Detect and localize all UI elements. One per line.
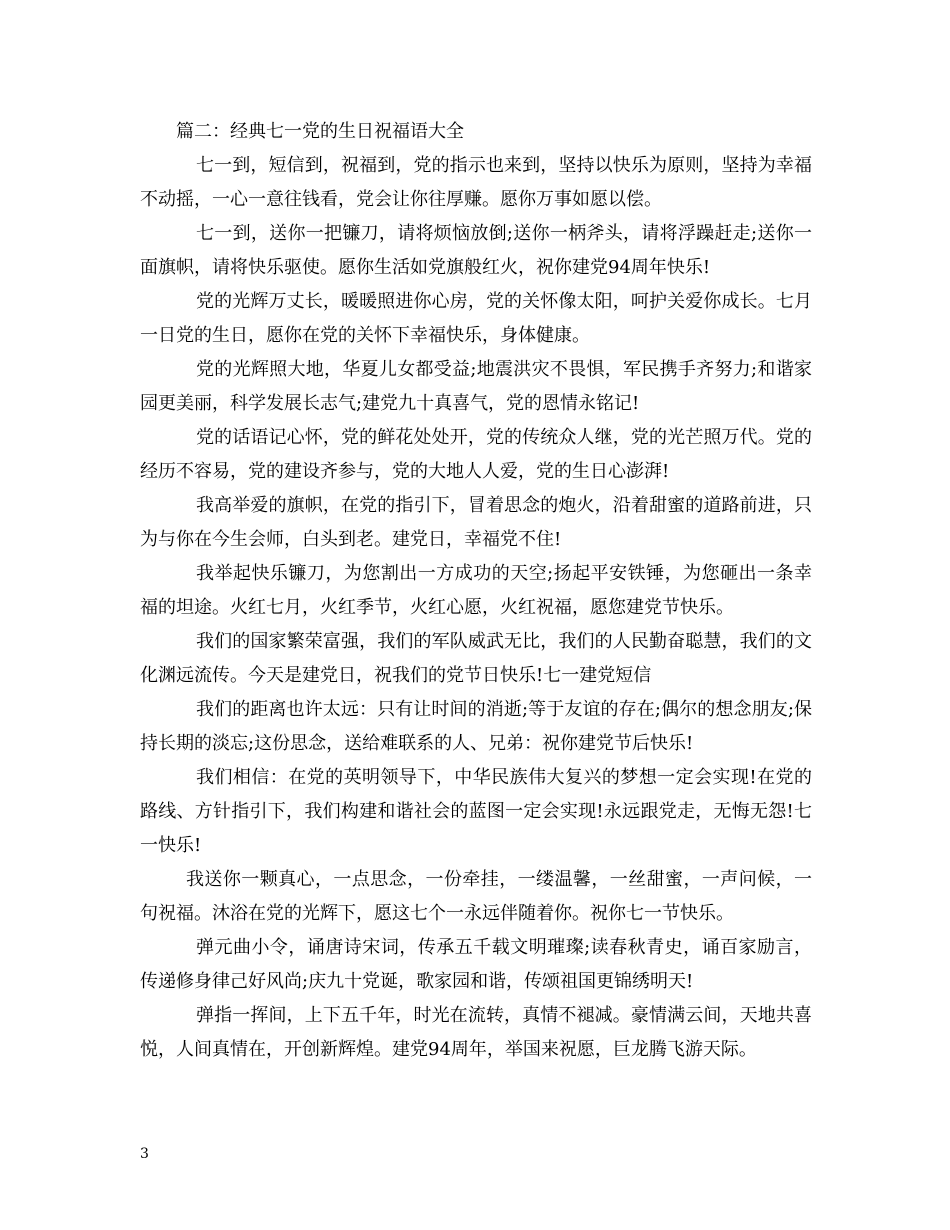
paragraph-2: 七一到，送你一把镰刀，请将烦恼放倒;送你一柄斧头，请将浮躁赶走;送你一面旗帜，请将快乐驱使。愿你生活如党旗般红火，祝你建党94周年快乐! (140, 223, 812, 278)
paragraph-8: 我们的国家繁荣富强，我们的军队威武无比，我们的人民勤奋聪慧，我们的文化渊远流传。今天是建党日，祝我们的党节日快乐!七一建党短信 (140, 631, 812, 686)
document-body (140, 115, 812, 1067)
paragraph-7: 我举起快乐镰刀，为您割出一方成功的天空;扬起平安铁锤，为您砸出一条幸福的坦途。火红七月，火红季节，火红心愿，火红祝福，愿您建党节快乐。 (140, 563, 812, 618)
paragraph-3: 党的光辉万丈长，暖暖照进你心房，党的关怀像太阳，呵护关爱你成长。七月一日党的生日，愿你在党的关怀下幸福快乐，身体健康。 (140, 291, 812, 346)
paragraph-13: 弹指一挥间，上下五千年，时光在流转，真情不褪减。豪情满云间，天地共喜悦，人间真情在，开创新辉煌。建党94周年，举国来祝愿，巨龙腾飞游天际。 (140, 1005, 812, 1060)
paragraph-6: 我高举爱的旗帜，在党的指引下，冒着思念的炮火，沿着甜蜜的道路前进，只为与你在今生会师，白头到老。建党日，幸福党不住! (140, 495, 812, 550)
paragraph-10: 我们相信：在党的英明领导下，中华民族伟大复兴的梦想一定会实现!在党的路线、方针指引下，我们构建和谐社会的蓝图一定会实现!永远跟党走，无悔无怨!七一快乐! (140, 767, 812, 856)
paragraph-12: 弹元曲小令，诵唐诗宋词，传承五千载文明璀璨;读春秋青史，诵百家励言，传递修身律己好风尚;庆九十党诞，歌家园和谐，传颂祖国更锦绣明天! (140, 937, 812, 992)
paragraph-9: 我们的距离也许太远：只有让时间的消逝;等于友谊的存在;偶尔的想念朋友;保持长期的淡忘;这份思念，送给难联系的人、兄弟：祝你建党节后快乐! (140, 699, 812, 754)
paragraph-5: 党的话语记心怀，党的鲜花处处开，党的传统众人继，党的光芒照万代。党的经历不容易，党的建设齐参与，党的大地人人爱，党的生日心澎湃! (140, 427, 812, 482)
paragraph-11: 我送你一颗真心，一点思念，一份牵挂，一缕温馨，一丝甜蜜，一声问候，一句祝福。沐浴在党的光辉下，愿这七个一永远伴随着你。祝你七一节快乐。 (140, 869, 812, 924)
page-number: 3 (140, 1146, 149, 1162)
paragraph-4: 党的光辉照大地，华夏儿女都受益;地震洪灾不畏惧，军民携手齐努力;和谐家园更美丽，科学发展长志气;建党九十真喜气，党的恩情永铭记! (140, 359, 812, 414)
paragraph-1: 七一到，短信到，祝福到，党的指示也来到，坚持以快乐为原则，坚持为幸福不动摇，一心一意往钱看，党会让你往厚赚。愿你万事如愿以偿。 (140, 155, 812, 210)
section-heading: 篇二：经典七一党的生日祝福语大全 (176, 121, 464, 142)
